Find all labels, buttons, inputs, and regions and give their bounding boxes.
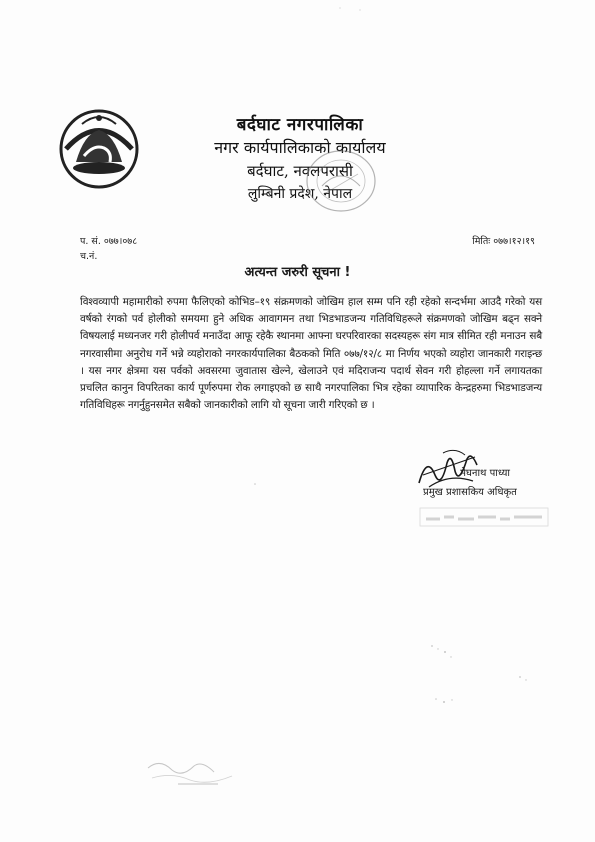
designation-stamp: [418, 505, 550, 529]
letter-number: प. सं. ०७७।०७८: [80, 236, 138, 247]
signatory-designation: प्रमुख प्रशासकिय अधिकृत: [423, 487, 517, 498]
office-address: बर्दघाट, नवलपरासी: [247, 162, 353, 180]
nepal-emblem-icon: [54, 104, 144, 190]
dispatch-number: च.नं.: [80, 251, 98, 262]
org-name: बर्दघाट नगरपालिका: [236, 115, 364, 135]
faint-handwritten-mark: [142, 750, 242, 792]
letterhead: [150, 112, 450, 203]
signatory-name: मेघनाथ पाध्या: [460, 468, 511, 479]
office-name: नगर कार्यपालिकाको कार्यालय: [214, 138, 386, 157]
notice-body: विश्वव्यापी महामारीको रुपमा फैलिएको कोभिड–१९ संक्रमणको जोखिम हाल सम्म पनि रही रहेको सन्दर्भमा आउदै गरेको यस वर्षको रंगको पर्व होलीको समयमा हुने अधिक आवागमन तथा भिडभाडजन्य गतिविधिहरूले संक्रमणको जोखिम बढ्न सक्ने विषयलाई मध्यनजर गरी होलीपर्व मनाउँदा आफू रहेकै स्थानमा आफ्ना घरपरिवारका सदस्यहरू संग मात्र सीमित रही मनाउन सबै नगरवासीमा अनुरोध गर्ने भन्ने व्यहोराको नगरकार्यपालिका बैठकको मिति ०७७/१२/८ मा निर्णय भएको व्यहोरा जानकारी गराइन्छ । यस नगर क्षेत्रमा यस पर्वको अवसरमा जुवातास खेल्ने, खेलाउने एवं मदिराजन्य पदार्थ सेवन गरी होहल्ला गर्ने लगायतका प्रचलित कानुन विपरितका कार्य पूर्णरुपमा रोक लगाइएको छ साथै नगरपालिका भित्र रहेका व्यापारिक केन्द्रहरुमा भिडभाडजन्य गतिविधिहरू नगर्नुहुनसमेत सबैको जानकारीको लागि यो सूचना जारी गरिएको छ ।: [80, 296, 542, 412]
office-province: लुम्बिनी प्रदेश, नेपाल: [247, 186, 353, 202]
letter-date: मितिः ०७७।१२।१९: [472, 236, 535, 247]
office-stamp: [302, 146, 380, 216]
reference-block: [80, 234, 137, 264]
notice-title: अत्यन्त जरुरी सूचना !: [244, 265, 351, 280]
